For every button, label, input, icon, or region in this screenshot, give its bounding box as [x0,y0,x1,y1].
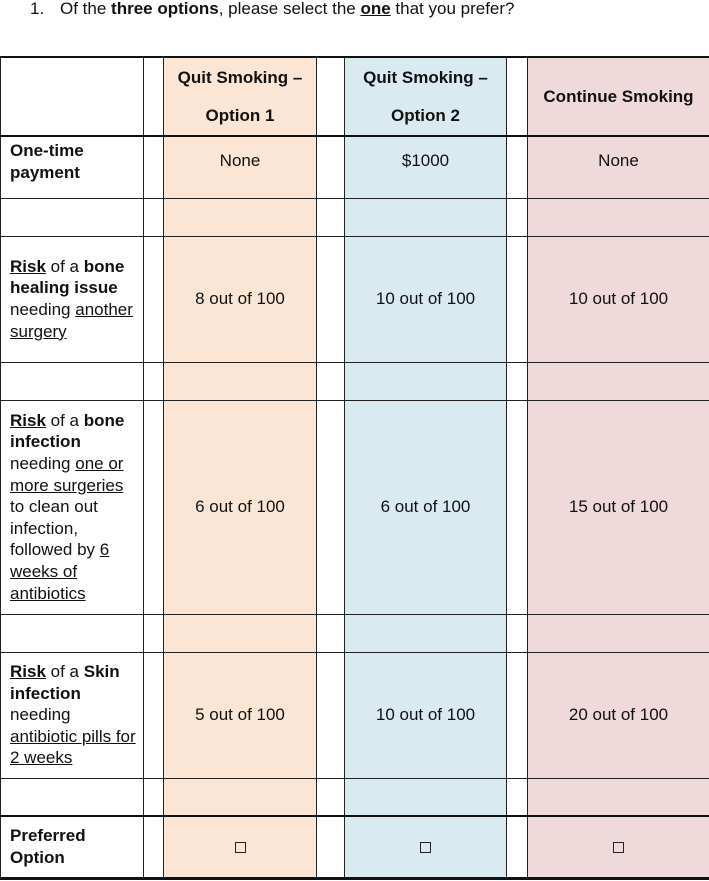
bone-infection-option1: 6 out of 100 [164,400,317,614]
question-part: that you prefer? [390,0,515,18]
choice-table [0,56,709,880]
continue-checkbox[interactable] [613,842,624,853]
spacer-cell [144,400,164,614]
option2-checkbox[interactable] [420,842,431,853]
spacer-cell [507,400,528,614]
bone-infection-continue: 15 out of 100 [528,400,709,614]
spacer-cell [317,136,345,198]
spacer-cell [144,236,164,362]
spacer-cell [317,236,345,362]
spacer-cell [317,57,345,136]
preferred-continue-cell [528,816,709,878]
bone-healing-continue: 10 out of 100 [528,236,709,362]
preferred-row [1,816,709,878]
spacer-cell [507,816,528,878]
question-part: , please select the [218,0,361,18]
payment-option1: None [164,136,317,198]
bone-healing-label: Risk of a bone healing issue needing another surgery [1,236,144,362]
bone-healing-option1: 8 out of 100 [164,236,317,362]
blank-row [1,778,709,816]
spacer-cell [507,57,528,136]
skin-infection-continue: 20 out of 100 [528,652,709,778]
bone-infection-label: Risk of a bone infection needing one or more surgeries to clean out infection, followed by 6 weeks of antibiotics [1,400,144,614]
question-text [30,0,515,20]
skin-infection-row [1,652,709,778]
bone-healing-row [1,236,709,362]
blank-row [1,362,709,400]
question-part: Of the [60,0,112,18]
payment-row [1,136,709,198]
spacer-cell [317,816,345,878]
question-emphasis-underlined: one [360,0,391,18]
spacer-cell [507,236,528,362]
spacer-cell [144,816,164,878]
payment-label: One-time payment [1,136,144,198]
spacer-cell [507,136,528,198]
spacer-cell [144,136,164,198]
skin-infection-option1: 5 out of 100 [164,652,317,778]
preferred-label: Preferred Option [1,816,144,878]
blank-row [1,198,709,236]
spacer-cell [317,400,345,614]
spacer-cell [317,652,345,778]
bone-infection-row [1,400,709,614]
header-option1: Quit Smoking – Option 1 [164,57,317,136]
payment-option2: $1000 [345,136,507,198]
question-number: 1. [30,0,45,18]
skin-infection-option2: 10 out of 100 [345,652,507,778]
spacer-cell [144,652,164,778]
bone-healing-option2: 10 out of 100 [345,236,507,362]
preferred-option1-cell [164,816,317,878]
spacer-cell [507,652,528,778]
blank-row [1,614,709,652]
preferred-option2-cell [345,816,507,878]
header-option2: Quit Smoking – Option 2 [345,57,507,136]
header-label-cell [1,57,144,136]
header-row [1,57,709,136]
skin-infection-label: Risk of a Skin infection needing antibiotic pills for 2 weeks [1,652,144,778]
header-continue: Continue Smoking [528,57,709,136]
question-emphasis: three options [111,0,219,18]
bone-infection-option2: 6 out of 100 [345,400,507,614]
payment-continue: None [528,136,709,198]
spacer-cell [144,57,164,136]
option1-checkbox[interactable] [235,842,246,853]
